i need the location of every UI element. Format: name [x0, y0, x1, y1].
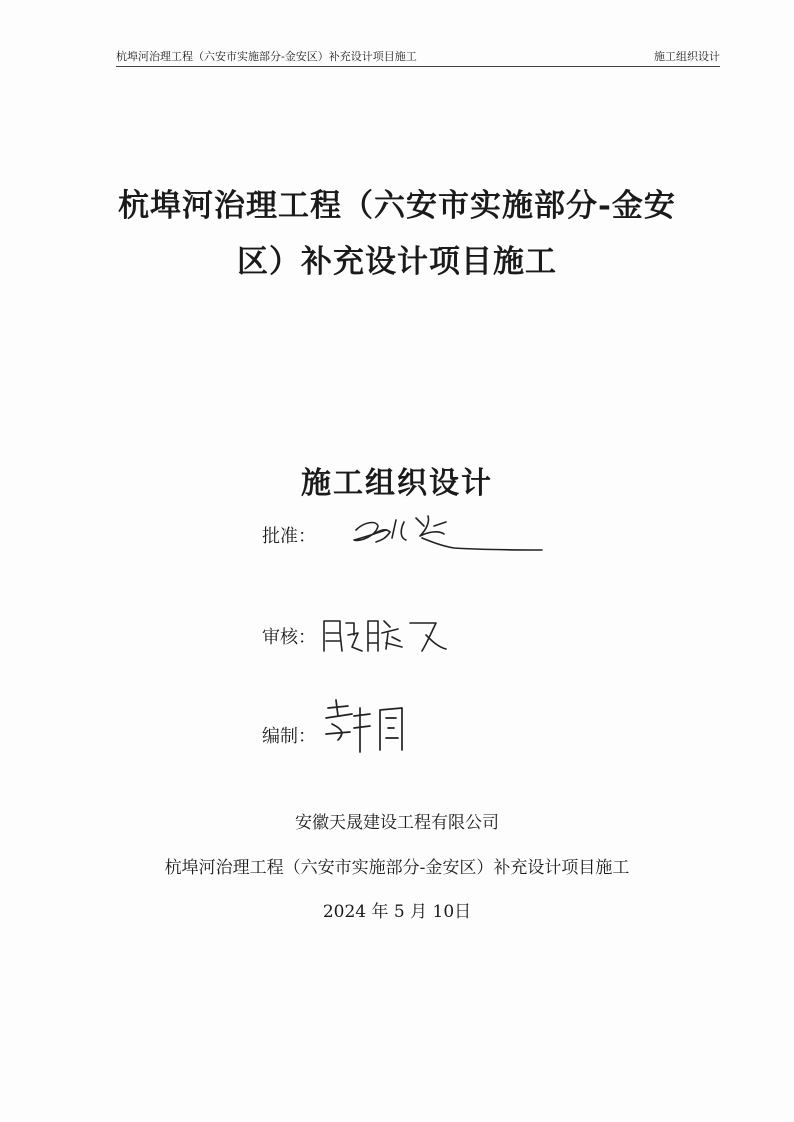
compile-label: 编制：: [262, 726, 316, 747]
header-doc-type: 施工组织设计: [654, 50, 720, 63]
title-line-2: 区）补充设计项目施工: [237, 244, 557, 280]
compile-signature: [320, 694, 430, 760]
header-project-name: 杭埠河治理工程（六安市实施部分-金安区）补充设计项目施工: [116, 50, 417, 63]
document-date: 2024 年 5 月 10日: [322, 902, 472, 922]
document-subtitle: 施工组织设计: [301, 466, 493, 501]
approve-label: 批准：: [262, 526, 316, 547]
project-name: 杭埠河治理工程（六安市实施部分-金安区）补充设计项目施工: [164, 858, 630, 878]
review-label: 审核：: [262, 627, 316, 648]
review-signature: [318, 613, 468, 659]
approve-signature: [346, 508, 546, 558]
page-header: [116, 44, 720, 67]
title-line-1: 杭埠河治理工程（六安市实施部分-金安: [118, 188, 676, 224]
document-title: [60, 178, 734, 290]
company-name: 安徽天晟建设工程有限公司: [295, 813, 499, 833]
